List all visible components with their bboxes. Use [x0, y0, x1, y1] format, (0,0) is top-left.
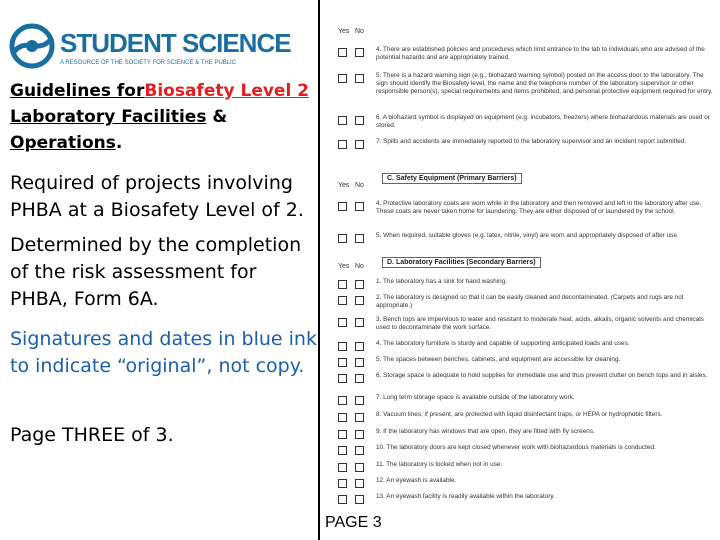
no-checkbox[interactable] — [355, 202, 364, 211]
no-checkbox[interactable] — [355, 413, 364, 422]
yes-header: Yes — [338, 263, 350, 270]
item-text: 5. The spaces between benches, cabinets, and equipment are accessible for cleaning. — [376, 356, 621, 363]
yes-checkbox[interactable] — [338, 413, 347, 422]
yes-checkbox[interactable] — [338, 48, 347, 57]
no-checkbox[interactable] — [355, 234, 364, 243]
item-text: 8. Vacuum lines, if present, are protected with liquid disinfectant traps, or HEPA or hydrophobic filters. — [376, 411, 663, 418]
no-checkbox[interactable] — [355, 116, 364, 125]
item-text: 6. A biohazard symbol is displayed on equipment (e.g. incubators, freezers) where biohazardous materials are used or stored. — [376, 114, 710, 129]
yes-checkbox[interactable] — [338, 296, 347, 305]
no-checkbox[interactable] — [355, 479, 364, 488]
item-text: 7. Long term storage space is available outside of the laboratory work. — [376, 394, 575, 401]
item-text: 3. Bench tops are impervious to water and resistant to moderate heat, acids, alkalis, organic solvents and chemicals used to decontaminate the work surface. — [376, 316, 704, 331]
item-text: 9. If the laboratory has windows that are open, they are fitted with fly screens. — [376, 428, 595, 435]
no-checkbox[interactable] — [355, 396, 364, 405]
left-panel — [0, 0, 318, 540]
no-checkbox[interactable] — [355, 140, 364, 149]
no-checkbox[interactable] — [355, 430, 364, 439]
page-number-label: PAGE 3 — [325, 514, 382, 531]
logo-subtitle: A RESOURCE OF THE SOCIETY FOR SCIENCE & THE PUBLIC — [60, 60, 237, 66]
form-page-image — [320, 0, 720, 540]
form-row — [338, 46, 714, 70]
item-text: 4. There are established policies and procedures which limit entrance to the lab to individuals who are advised of the potential hazards and are appropriately trained. — [376, 46, 705, 61]
item-text: 13. An eyewash facility is readily available within the laboratory. — [376, 493, 555, 500]
yes-checkbox[interactable] — [338, 342, 347, 351]
form-row — [338, 138, 714, 162]
yes-checkbox[interactable] — [338, 280, 347, 289]
yes-checkbox[interactable] — [338, 202, 347, 211]
form-row — [338, 72, 714, 96]
form-row — [338, 232, 714, 256]
no-checkbox[interactable] — [355, 342, 364, 351]
no-checkbox[interactable] — [355, 374, 364, 383]
item-text: 6. Storage space is adequate to hold supplies for immediate use and thus prevent clutter on bench tops and in aisles. — [376, 372, 708, 379]
no-header: No — [355, 263, 364, 270]
no-checkbox[interactable] — [355, 74, 364, 83]
no-header: No — [355, 182, 364, 189]
item-text: 4. The laboratory furniture is sturdy and capable of supporting anticipated loads and uses. — [376, 340, 630, 347]
no-checkbox[interactable] — [355, 318, 364, 327]
yes-checkbox[interactable] — [338, 430, 347, 439]
form-row — [338, 114, 714, 138]
yes-checkbox[interactable] — [338, 479, 347, 488]
signatures-paragraph: Signatures and dates in blue ink to indicate “original”, not copy. — [10, 328, 317, 377]
student-science-logo — [8, 22, 298, 72]
item-text: 5. When required, suitable gloves (e.g. latex, nitrile, vinyl) are worn and appropriately disposed of after use. — [376, 232, 679, 239]
logo-swirl-icon — [8, 22, 56, 70]
no-header: No — [355, 28, 364, 35]
yes-checkbox[interactable] — [338, 358, 347, 367]
yes-checkbox[interactable] — [338, 374, 347, 383]
operations-text: Operations — [10, 133, 116, 153]
item-text: 1. The laboratory has a sink for hand washing. — [376, 278, 507, 285]
yes-header: Yes — [338, 182, 350, 189]
yes-header: Yes — [338, 28, 350, 35]
section-d-title: D. Laboratory Facilities (Secondary Barriers) — [382, 257, 541, 268]
yes-checkbox[interactable] — [338, 495, 347, 504]
form-row — [338, 372, 714, 396]
yes-checkbox[interactable] — [338, 116, 347, 125]
yes-checkbox[interactable] — [338, 396, 347, 405]
no-checkbox[interactable] — [355, 463, 364, 472]
form-row — [338, 294, 714, 318]
period-text: . — [115, 133, 123, 153]
no-checkbox[interactable] — [355, 48, 364, 57]
yes-checkbox[interactable] — [338, 318, 347, 327]
form-row — [338, 493, 714, 517]
laboratory-facilities-text: Laboratory Facilities — [10, 107, 207, 127]
determined-paragraph: Determined by the completion of the risk assessment for PHBA, Form 6A. — [10, 234, 302, 310]
item-text: 2. The laboratory is designed so that it can be easily cleaned and decontaminated. (Carpets and rugs are not appropriate.) — [376, 294, 684, 309]
yes-checkbox[interactable] — [338, 234, 347, 243]
logo-title: STUDENT SCIENCE — [60, 28, 291, 58]
item-text: 5. There is a hazard warning sign (e.g., biohazard warning symbol) posted on the access door to the laboratory. The sign should identify the Biosafety level, the name and the telephone number of the laboratory supervisor or other responsible person(s), special requirements and items prohibited, and personal protective equipment required for entry. — [376, 72, 713, 95]
biosafety-level-text: Biosafety Level 2 — [144, 81, 310, 101]
page-paragraph: Page THREE of 3. — [10, 424, 174, 446]
section-c-title: C. Safety Equipment (Primary Barriers) — [382, 173, 522, 184]
no-checkbox[interactable] — [355, 495, 364, 504]
item-text: 7. Spills and accidents are immediately reported to the laboratory supervisor and an incident report submitted. — [376, 138, 687, 145]
item-text: 11. The laboratory is locked when not in use. — [376, 461, 503, 468]
yes-checkbox[interactable] — [338, 446, 347, 455]
yes-checkbox[interactable] — [338, 140, 347, 149]
form-row — [338, 200, 714, 224]
no-checkbox[interactable] — [355, 280, 364, 289]
guidelines-prefix: Guidelines for — [10, 81, 145, 101]
item-text: 10. The laboratory doors are kept closed whenever work with biohazardous materials is conducted. — [376, 444, 656, 451]
yes-checkbox[interactable] — [338, 74, 347, 83]
no-checkbox[interactable] — [355, 358, 364, 367]
form-row — [338, 316, 714, 340]
item-text: 12. An eyewash is available. — [376, 477, 457, 484]
no-checkbox[interactable] — [355, 446, 364, 455]
yes-checkbox[interactable] — [338, 463, 347, 472]
item-text: 4. Protective laboratory coats are worn while in the laboratory and then removed and left in the laboratory after use. These coats are never taken home for laundering. They are either disposed of or laundered by the school. — [376, 200, 702, 215]
required-paragraph: Required of projects involving PHBA at a Biosafety Level of 2. — [10, 172, 304, 221]
guidelines-heading — [10, 78, 328, 156]
ampersand-text: & — [206, 107, 228, 127]
no-checkbox[interactable] — [355, 296, 364, 305]
